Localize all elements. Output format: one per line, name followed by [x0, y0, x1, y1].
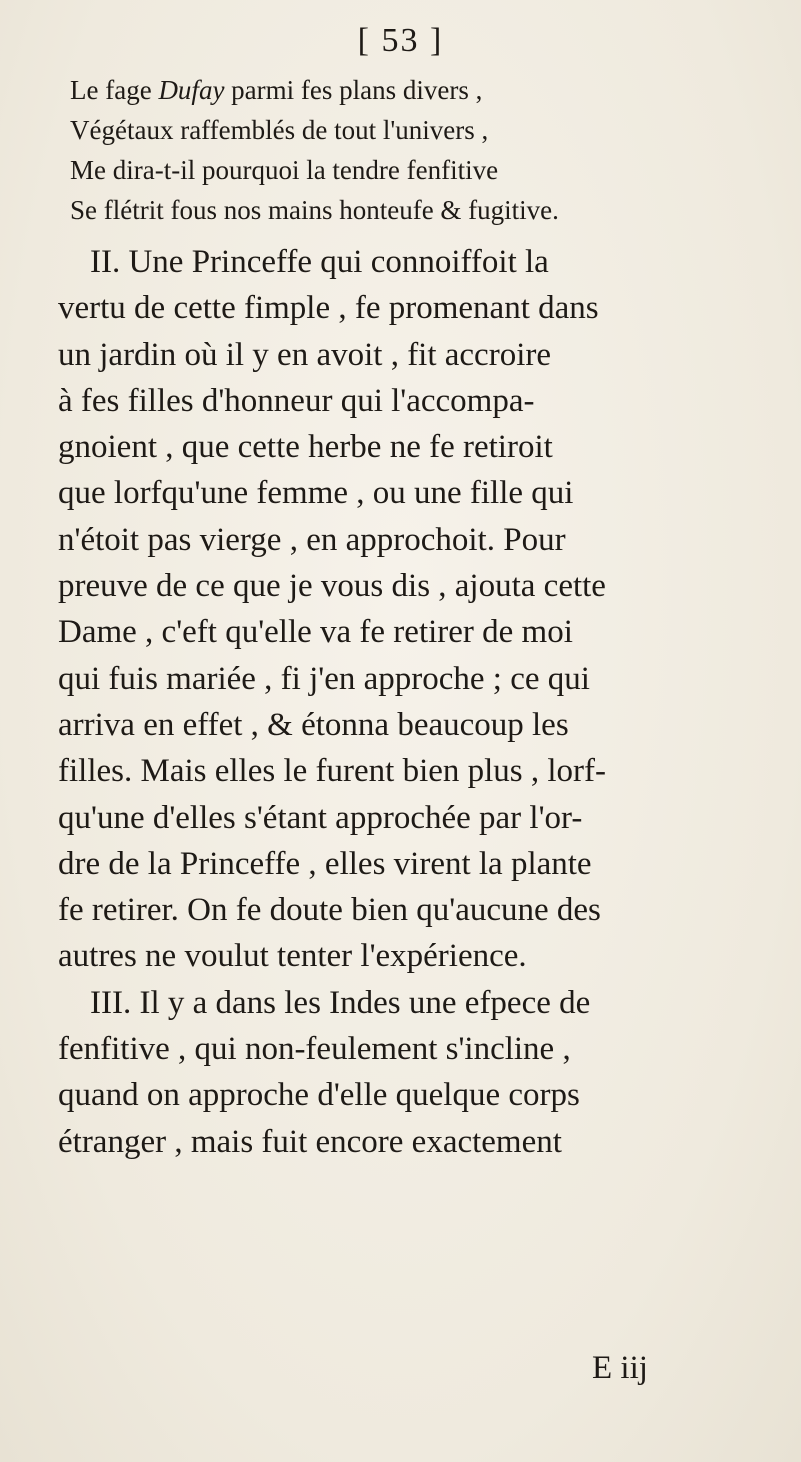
paragraph-line: arriva en effet , & étonna beaucoup les — [58, 706, 569, 743]
author-name: Dufay — [158, 75, 225, 105]
verse-block — [70, 70, 770, 230]
paragraph-line: n'étoit pas vierge , en approchoit. Pour — [58, 521, 566, 558]
verse-line: Me dira-t-il pourquoi la tendre fenfitive — [70, 155, 499, 185]
paragraph-line: autres ne voulut tenter l'expérience. — [58, 938, 527, 975]
paragraph-line: à fes filles d'honneur qui l'accompa- — [58, 382, 535, 419]
paragraph-line: preuve de ce que je vous dis , ajouta cette — [58, 568, 606, 605]
page-number: [ 53 ] — [357, 22, 444, 59]
paragraph-line: gnoient , que cette herbe ne fe retiroit — [58, 429, 553, 466]
paragraph-line: vertu de cette fimple , fe promenant dans — [58, 290, 599, 327]
paragraph-line: II. Une Princeffe qui connoiffoit la — [90, 244, 549, 280]
verse-line: Végétaux raffemblés de tout l'univers , — [70, 115, 489, 145]
paragraph-line: dre de la Princeffe , elles virent la plante — [58, 845, 592, 882]
paragraph-line: III. Il y a dans les Indes une efpece de — [90, 984, 591, 1021]
paragraph-line: quand on approche d'elle quelque corps — [58, 1077, 580, 1114]
paragraph-line: Dame , c'eft qu'elle va fe retirer de moi — [58, 614, 573, 651]
paragraph-line: qui fuis mariée , fi j'en approche ; ce qui — [58, 660, 590, 697]
paragraph-line: fe retirer. On fe doute bien qu'aucune des — [58, 892, 601, 929]
paragraph-line: que lorfqu'une femme , ou une fille qui — [58, 475, 574, 512]
paragraph-line: un jardin où il y en avoit , fit accroire — [58, 336, 552, 373]
paragraph-line: qu'une d'elles s'étant approchée par l'or- — [58, 799, 583, 836]
paragraph-line: filles. Mais elles le furent bien plus , lorf- — [58, 753, 607, 790]
paragraph-line: étranger , mais fuit encore exactement — [58, 1123, 562, 1160]
prose-block — [58, 239, 770, 1165]
verse-line: Le fage Dufay parmi fes plans divers , — [70, 75, 483, 105]
verse-line: Se flétrit fous nos mains honteufe & fugitive. — [70, 195, 559, 225]
catchword-signature: E iij — [592, 1350, 648, 1386]
paragraph-line: fenfitive , qui non-feulement s'incline , — [58, 1031, 571, 1068]
